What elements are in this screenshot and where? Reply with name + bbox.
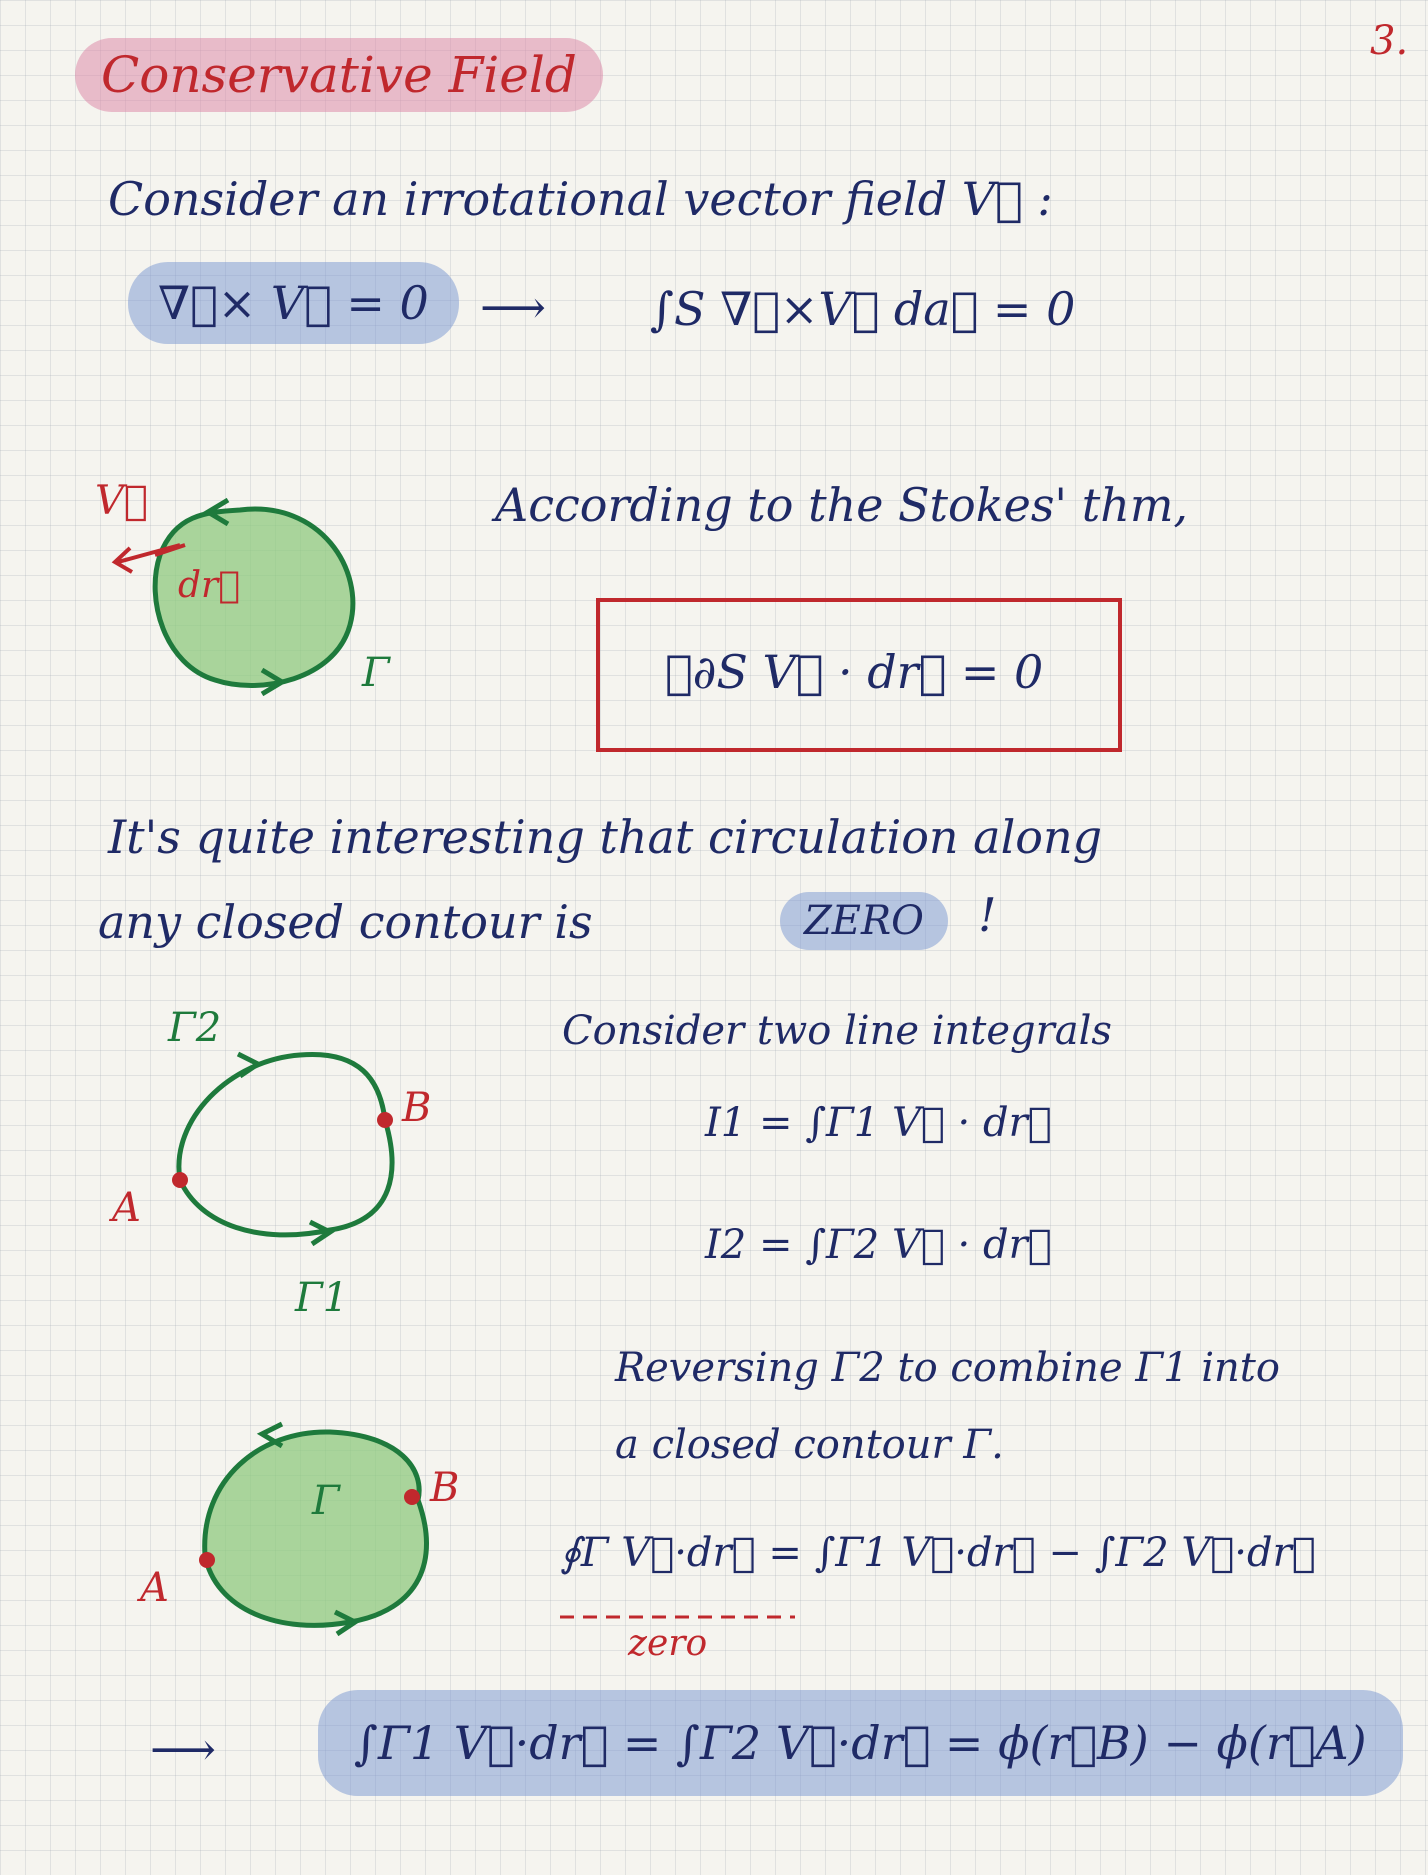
closed-contour-shape xyxy=(205,1432,427,1625)
interesting-line-1: It's quite interesting that circulation along xyxy=(108,810,1103,864)
fig2-point-b-label: B xyxy=(402,1085,432,1131)
stokes-text: According to the Stokes' thm, xyxy=(495,478,1189,532)
i2-equation: I2 = ∫Γ2 V⃗ · dr⃗ xyxy=(705,1222,1052,1268)
page-number: 3. xyxy=(1370,18,1409,64)
fig2-gamma1-label: Γ1 xyxy=(295,1275,349,1321)
two-integrals-text: Consider two line integrals xyxy=(562,1008,1112,1054)
interesting-line-2: any closed contour is xyxy=(98,895,593,949)
fig3-point-a-label: A xyxy=(140,1565,169,1611)
contour-arrow-top xyxy=(262,1424,282,1446)
exclamation-mark: ! xyxy=(978,888,997,942)
gamma2-path xyxy=(179,1054,385,1180)
curl-equation: ∇⃗× V⃗ = 0 xyxy=(128,262,459,344)
fig3-point-b-label: B xyxy=(430,1465,460,1511)
fig3-point-b-dot xyxy=(404,1489,420,1505)
gamma2-arrow xyxy=(238,1054,258,1076)
fig2-point-a-label: A xyxy=(112,1185,141,1231)
reversing-line-2: a closed contour Γ. xyxy=(615,1422,1004,1468)
gamma1-path xyxy=(180,1120,392,1235)
fig2-point-a-dot xyxy=(172,1172,188,1188)
intro-text: Consider an irrotational vector field V⃗ : xyxy=(108,172,1053,226)
zero-note: zero xyxy=(628,1623,708,1664)
final-equation: ∫Γ1 V⃗·dr⃗ = ∫Γ2 V⃗·dr⃗ = ϕ(r⃗B) − ϕ(r⃗A) xyxy=(318,1690,1403,1796)
i1-equation: I1 = ∫Γ1 V⃗ · dr⃗ xyxy=(705,1100,1052,1146)
fig2-gamma2-label: Γ2 xyxy=(168,1005,222,1051)
fig1-dr-label: dr⃗ xyxy=(178,565,240,606)
final-arrow: ⟶ xyxy=(150,1722,216,1776)
fig3-gamma-label: Γ xyxy=(312,1478,340,1524)
boxed-equation: ∮∂S V⃗ · dr⃗ = 0 xyxy=(665,645,1044,699)
fig1-v-label: V⃗ xyxy=(95,478,148,524)
zero-highlight: ZERO xyxy=(780,892,948,950)
fig3-point-a-dot xyxy=(199,1552,215,1568)
combined-equation: ∮Γ V⃗·dr⃗ = ∫Γ1 V⃗·dr⃗ − ∫Γ2 V⃗·dr⃗ xyxy=(560,1530,1316,1576)
fig1-gamma-label: Γ xyxy=(362,650,390,696)
surface-integral-equation: ∫S ∇⃗×V⃗ da⃗ = 0 xyxy=(650,282,1076,336)
page-title: Conservative Field xyxy=(75,38,603,112)
implies-arrow: ⟶ xyxy=(480,280,546,334)
reversing-line-1: Reversing Γ2 to combine Γ1 into xyxy=(615,1345,1280,1391)
fig2-point-b-dot xyxy=(377,1112,393,1128)
